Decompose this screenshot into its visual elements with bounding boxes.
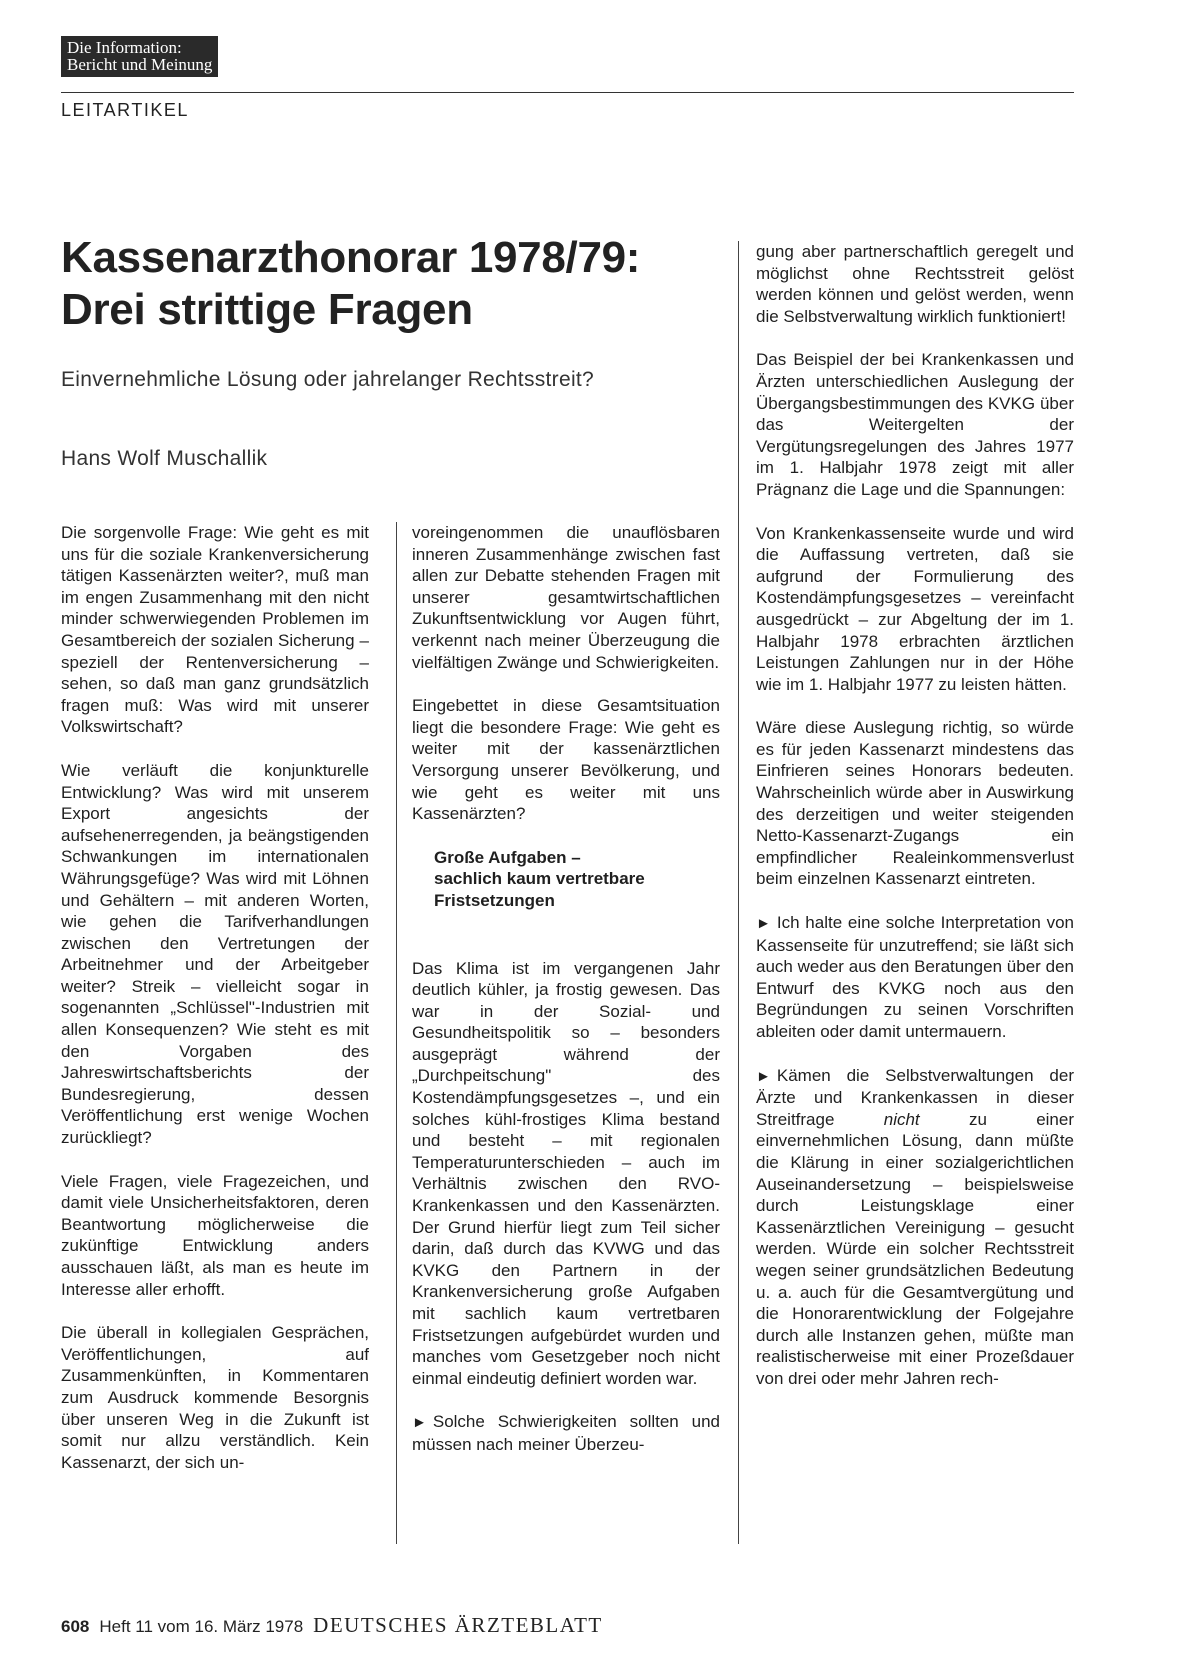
paragraph: Das Beispiel der bei Krankenkassen und Ärzten unterschiedlichen Auslegung der Übergangsbestimmungen des KVKG über das Weitergelten der Vergütungsregelungen des Jahres 1977 im 1. Halbjahr 1978 zeigt mit aller Prägnanz die Lage und die Spannungen: xyxy=(756,350,1074,499)
emphasis-text: nicht xyxy=(883,1109,920,1129)
heading-line: Fristsetzungen xyxy=(434,890,555,910)
paragraph: voreingenommen die unauflösbaren inneren Zusammenhänge zwischen fast allen zur Debatte stehenden Fragen mit unserer gesamtwirtschaftlichen Zukunftsentwicklung vor Augen führt, verkennt nach meiner Überzeugung die vielfältigen Zwänge und Schwierigkeiten. xyxy=(412,523,720,672)
paragraph: Die überall in kollegialen Gesprächen, Veröffentlichungen, auf Zusammenkünften, in Kommentaren zum Ausdruck kommende Besorgnis über unseren Weg in die Zukunft ist somit nur allzu verständlich. Kein Kassenarzt, der sich un- xyxy=(61,1323,369,1472)
article-subtitle: Einvernehmliche Lösung oder jahrelanger Rechtsstreit? xyxy=(61,368,595,391)
page-number: 608 xyxy=(61,1617,90,1636)
triangle-bullet-icon: ► xyxy=(412,1414,427,1432)
text-column-1 xyxy=(61,522,369,1495)
journal-name: DEUTSCHES ÄRZTEBLATT xyxy=(313,1613,603,1637)
paragraph: Die sorgenvolle Frage: Wie geht es mit uns für die soziale Krankenversicherung tätigen Kassenärzten weiter?, muß man im engen Zusammenhang mit den nicht minder schwerwiegenden Problemen im Gesamtbereich der sozialen Sicherung – speziell der Rentenversicherung – sehen, so daß man ganz grundsätzlich fragen muß: Was wird mit unserer Volkswirtschaft? xyxy=(61,523,369,737)
section-heading xyxy=(434,847,720,912)
paragraph-text: Ich halte eine solche Interpretation von Kassenseite für unzutreffend; sie läßt sich auch weder aus den Beratungen über den Entwurf des KVKG noch aus den Begründungen zu seinen Vorschriften ableiten oder damit untermauern. xyxy=(756,913,1074,1041)
paragraph: Eingebettet in diese Gesamtsituation liegt die besondere Frage: Wie geht es weiter mit der kassenärztlichen Versorgung unserer Bevölkerung, und wie geht es weiter mit uns Kassenärzten? xyxy=(412,696,720,824)
title-line-2: Drei strittige Fragen xyxy=(61,285,473,334)
triangle-bullet-icon: ► xyxy=(756,915,771,933)
badge-line-2: Bericht und Meinung xyxy=(67,55,213,74)
text-column-3 xyxy=(756,241,1074,1412)
column-divider-1 xyxy=(396,522,397,1544)
page-footer xyxy=(61,1613,603,1638)
paragraph: Viele Fragen, viele Fragezeichen, und damit viele Unsicherheitsfaktoren, deren Beantwortung möglicherweise die zukünftige Entwicklung anders ausschauen läßt, als man es heute im Interesse aller erhofft. xyxy=(61,1171,369,1299)
triangle-bullet-icon: ► xyxy=(756,1067,771,1085)
title-line-1: Kassenarzthonorar 1978/79: xyxy=(61,233,641,282)
article-author: Hans Wolf Muschallik xyxy=(61,447,268,470)
badge-line-1: Die Information: xyxy=(67,38,182,57)
article-title xyxy=(61,232,741,336)
issue-info: Heft 11 vom 16. März 1978 xyxy=(99,1617,304,1636)
paragraph: Wäre diese Auslegung richtig, so würde es für jeden Kassenarzt mindestens das Einfrieren seines Honorars bedeuten. Wahrscheinlich würde aber in Auswirkung des derzeitigen und weiter steigenden Netto-Kassenarzt-Zugangs ein empfindlicher Realeinkommensverlust beim einzelnen Kassenarzt eintreten. xyxy=(756,718,1074,889)
paragraph: Wie verläuft die konjunkturelle Entwicklung? Was wird mit unserem Export angesichts der aufsehenerregenden, ja beängstigenden Schwankungen im internationalen Währungsgefüge? Was wird mit Löhnen und Gehältern – mit anderen Worten, wie gehen die Tarifverhandlungen zwischen den Vertretungen der Arbeitnehmer und der Arbeitgeber weiter? Streik – vielleicht sogar in sogenannten „Schlüssel"-Industrien mit allen Konsequenzen? Wie steht es mit den Vorgaben des Jahreswirtschaftsberichts der Bundesregierung, dessen Veröffentlichung erst wenige Wochen zurückliegt? xyxy=(61,760,369,1148)
text-column-2 xyxy=(412,522,720,1478)
heading-line: Große Aufgaben – xyxy=(434,847,581,867)
heading-line: sachlich kaum vertretbare xyxy=(434,869,645,889)
paragraph-text: Solche Schwierigkeiten sollten und müssen nach meiner Überzeu- xyxy=(412,1412,720,1454)
paragraph xyxy=(412,1411,720,1455)
paragraph-text: Kämen die Selbstverwaltungen der Ärzte und Krankenkassen in dieser Streitfrage xyxy=(756,1065,1074,1129)
header-divider xyxy=(61,92,1074,93)
paragraph-text: zu einer einvernehmlichen Lösung, dann müßte die Klärung in einer sozialgerichtlichen Auseinandersetzung – beispielsweise durch Leistungsklage einer Kassenärztlichen Vereinigung – gesucht werden. Würde ein solcher Rechtsstreit wegen seiner grundsätzlichen Bedeutung u. a. auch für die Gesamtvergütung und die Honorarentwicklung der Folgejahre durch alle Instanzen gehen, müßte man realistischerweise mit einer Prozeßdauer von drei oder mehr Jahren rech- xyxy=(756,1109,1075,1388)
paragraph: Das Klima ist im vergangenen Jahr deutlich kühler, ja frostig gewesen. Das war in der Sozial- und Gesundheitspolitik so – besonders ausgeprägt während der „Durchpeitschung" des Kostendämpfungsgesetzes –, und ein solches kühl-frostiges Klima bestand und besteht – mit regionalen Temperaturunterschieden – auch im Verhältnis zwischen den RVO-Krankenkassen und den Kassenärzten. Der Grund hierfür liegt zum Teil sicher darin, daß durch das KVWG und das KVKG den Partnern in der Krankenversicherung große Aufgaben mit sachlich kaum vertretbaren Fristsetzungen aufgebürdet wurden und manches vom Gesetzgeber noch nicht einmal eindeutig definiert worden war. xyxy=(412,958,720,1388)
paragraph: gung aber partnerschaftlich geregelt und möglichst ohne Rechtsstreit gelöst werden können und gelöst werden, wenn die Selbstverwaltung wirklich funktioniert! xyxy=(756,242,1074,326)
column-divider-2 xyxy=(738,241,739,1544)
paragraph xyxy=(756,912,1074,1043)
section-label: LEITARTIKEL xyxy=(61,100,189,120)
section-badge xyxy=(61,36,218,77)
paragraph xyxy=(756,1065,1074,1390)
paragraph: Von Krankenkassenseite wurde und wird die Auffassung vertreten, daß sie aufgrund der Formulierung des Kostendämpfungsgesetzes – vereinfacht ausgedrückt – zur Abgeltung der im 1. Halbjahr 1978 erbrachten ärztlichen Leistungen Zahlungen nur in der Höhe wie im 1. Halbjahr 1977 zu leisten hätten. xyxy=(756,523,1074,694)
